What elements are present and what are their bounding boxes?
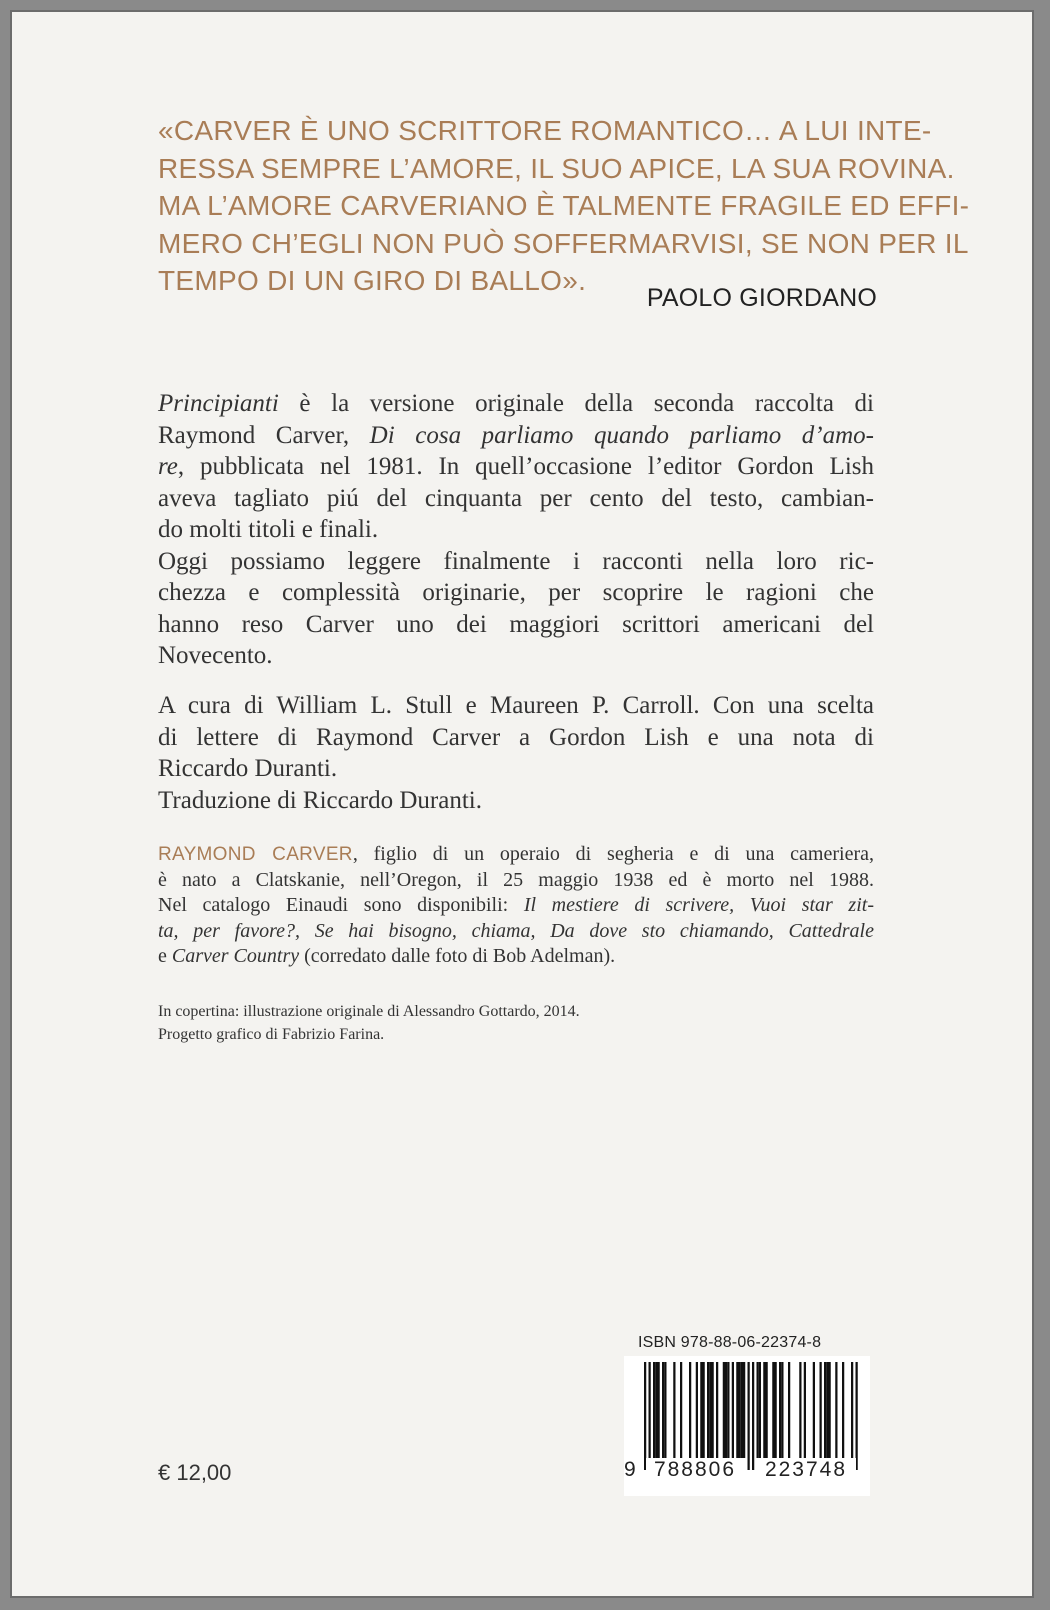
barcode-bar	[804, 1362, 806, 1458]
text-line: è nato a Clatskanie, nell’Oregon, il 25 maggio 1938 ed è morto nel 1988.	[158, 868, 874, 891]
text-line: In copertina: illustrazione originale di Alessandro Gottardo, 2014.	[158, 1003, 580, 1020]
barcode-bar	[644, 1362, 646, 1470]
text-line: e Carver Country (corredato dalle foto di Bob Adelman).	[158, 945, 616, 967]
text-line: aveva tagliato piú del cinquanta per cento del testo, cambian-	[158, 484, 874, 512]
author-bio	[158, 842, 874, 970]
text-line: chezza e complessità originarie, per scoprire le ragioni che	[158, 579, 874, 606]
barcode-bar	[703, 1362, 705, 1458]
text-line: A cura di William L. Stull e Maureen P. Carroll. Con una scelta	[158, 692, 874, 719]
barcode-bar	[655, 1362, 657, 1458]
barcode-bar	[826, 1362, 828, 1458]
price-label: € 12,00	[158, 1460, 232, 1485]
barcode-bar	[788, 1362, 790, 1458]
quote-line: RESSA SEMPRE L’AMORE, IL SUO APICE, LA SUA ROVINA.	[158, 152, 955, 184]
book-back-cover	[10, 10, 1034, 1598]
text-line: do molti titoli e finali.	[158, 516, 379, 543]
barcode-bar	[739, 1362, 741, 1458]
text-line: Nel catalogo Einaudi sono disponibili: Il mestiere di scrivere, Vuoi star zit-	[158, 894, 874, 916]
barcode-bar	[680, 1362, 682, 1458]
barcode-bar	[759, 1362, 761, 1458]
intro-paragraph	[158, 388, 874, 672]
text-line: Progetto grafico di Fabrizio Farina.	[158, 1026, 385, 1043]
barcode-digits-left: 788806	[646, 1458, 744, 1482]
text-line: ta, per favore?, Se hai bisogno, chiama, Da dove sto chiamando, Cattedrale	[158, 919, 874, 942]
isbn-label: ISBN 978-88-06-22374-8	[638, 1334, 822, 1351]
barcode-bar	[658, 1362, 660, 1458]
barcode-bar	[662, 1362, 664, 1458]
barcode-digit-first: 9	[624, 1458, 636, 1481]
barcode-bar	[649, 1362, 651, 1470]
barcode-bar	[741, 1362, 743, 1458]
barcode-bar	[716, 1362, 718, 1458]
barcode-bar	[712, 1362, 714, 1458]
barcode-bar	[856, 1362, 858, 1470]
barcode-bar	[752, 1362, 754, 1470]
text-line: Novecento.	[158, 642, 273, 669]
barcode-bar	[707, 1362, 709, 1458]
barcode-bar	[781, 1362, 783, 1458]
author-name: RAYMOND CARVER	[158, 844, 353, 865]
barcode-bar	[709, 1362, 711, 1458]
barcode-bar	[673, 1362, 675, 1458]
text-line: RAYMOND CARVER, figlio di un operaio di segheria e di una cameriera,	[158, 843, 874, 865]
barcode-bar	[779, 1362, 781, 1458]
barcode-bar	[799, 1362, 801, 1458]
barcode-bar	[689, 1362, 691, 1458]
pull-quote	[158, 112, 970, 300]
quote-line: MERO CH’EGLI NON PUÒ SOFFERMARVISI, SE NON PER IL	[158, 227, 969, 259]
barcode-bar	[723, 1362, 725, 1458]
text-line: hanno reso Carver uno dei maggiori scrittori americani del	[158, 610, 874, 638]
barcode-bar	[653, 1362, 655, 1458]
barcode-digits-right: 223748	[756, 1458, 856, 1482]
text-line: Raymond Carver, Di cosa parliamo quando parliamo d’amo-	[158, 421, 874, 449]
barcode-bar	[851, 1362, 853, 1470]
barcode-bar	[700, 1362, 702, 1458]
text-line: Principianti è la versione originale della seconda raccolta di	[158, 390, 874, 417]
barcode-bar	[732, 1362, 734, 1458]
barcode-bar	[813, 1362, 815, 1458]
barcode-bar	[736, 1362, 738, 1458]
barcode-bar	[842, 1362, 844, 1458]
barcode-bar	[743, 1362, 745, 1458]
barcode-bar	[824, 1362, 826, 1458]
barcode-bar	[757, 1362, 759, 1458]
barcode-bar	[835, 1362, 837, 1458]
barcode-bar	[766, 1362, 768, 1458]
text-line: Traduzione di Riccardo Duranti.	[158, 786, 482, 814]
quote-author: PAOLO GIORDANO	[646, 284, 877, 312]
barcode-bar	[664, 1362, 666, 1458]
text-line: Oggi possiamo leggere finalmente i racconti nella loro ric-	[158, 547, 874, 575]
text-line: Riccardo Duranti.	[158, 755, 338, 782]
barcode-bar	[748, 1362, 750, 1470]
barcode-bar	[772, 1362, 774, 1458]
barcode-bar	[820, 1362, 822, 1458]
text-line: di lettere di Raymond Carver a Gordon Lish e una nota di	[158, 723, 874, 751]
barcode-bar	[696, 1362, 698, 1458]
editors-paragraph	[158, 690, 874, 816]
quote-line: TEMPO DI UN GIRO DI BALLO».	[158, 265, 587, 296]
barcode-bar	[763, 1362, 765, 1458]
quote-line: MA L’AMORE CARVERIANO È TALMENTE FRAGILE ED EFFI-	[158, 190, 970, 221]
barcode-bar	[725, 1362, 727, 1458]
text-line: re, pubblicata nel 1981. In quell’occasione l’editor Gordon Lish	[158, 453, 874, 480]
barcode-bar	[829, 1362, 831, 1458]
barcode-bar	[727, 1362, 729, 1458]
cover-credits	[158, 1000, 874, 1046]
barcode-bar	[775, 1362, 777, 1458]
quote-line: «CARVER È UNO SCRITTORE ROMANTICO… A LUI INTE-	[158, 115, 932, 146]
